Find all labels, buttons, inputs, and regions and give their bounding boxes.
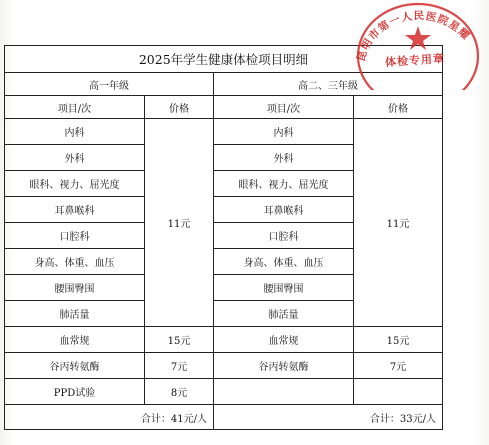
total-left: 合计：41元/人 [5,405,214,430]
item-name: 眼科、视力、屈光度 [5,171,145,197]
item-name: 腰围臀围 [5,275,145,301]
group-header-grade-1: 高一年级 [5,73,214,96]
item-name: 谷丙转氨酶 [5,353,145,379]
item-name: 肺活量 [5,301,145,327]
total-right: 合计：33元/人 [214,405,443,430]
table-row [5,353,443,379]
column-header-item: 项目/次 [214,96,354,119]
shared-price-left: 11元 [145,119,214,327]
item-name: PPD试验 [5,379,145,405]
svg-text:昆明市第一人民医院星耀: 昆明市第一人民医院星耀 [355,10,473,63]
table-title: 2025年学生健康体检项目明细 [5,46,443,73]
item-price: 7元 [145,353,214,379]
table-row [5,119,443,145]
item-price: 7元 [354,353,443,379]
item-name: 血常规 [5,327,145,353]
item-name: 谷丙转氨酶 [214,353,354,379]
health-check-table [4,45,443,430]
item-name: 耳鼻喉科 [214,197,354,223]
item-name: 口腔科 [214,223,354,249]
item-name: 内科 [5,119,145,145]
column-header-price: 价格 [354,96,443,119]
item-name: 外科 [5,145,145,171]
item-price: 15元 [145,327,214,353]
empty-cell [354,379,443,405]
column-header-price: 价格 [145,96,214,119]
item-name: 血常规 [214,327,354,353]
item-name: 耳鼻喉科 [5,197,145,223]
item-name: 肺活量 [214,301,354,327]
item-price: 15元 [354,327,443,353]
table-row [5,327,443,353]
seal-bottom-text: 体检专用章 [384,51,446,70]
item-price: 8元 [145,379,214,405]
item-name: 腰围臀围 [214,275,354,301]
group-header-grade-2-3: 高二、三年级 [214,73,443,96]
item-name: 身高、体重、血压 [214,249,354,275]
shared-price-right: 11元 [354,119,443,327]
table-row [5,379,443,405]
item-name: 身高、体重、血压 [5,249,145,275]
item-name: 外科 [214,145,354,171]
item-name: 口腔科 [5,223,145,249]
total-row [5,405,443,430]
item-name: 眼科、视力、屈光度 [214,171,354,197]
empty-cell [214,379,354,405]
item-name: 内科 [214,119,354,145]
column-header-item: 项目/次 [5,96,145,119]
